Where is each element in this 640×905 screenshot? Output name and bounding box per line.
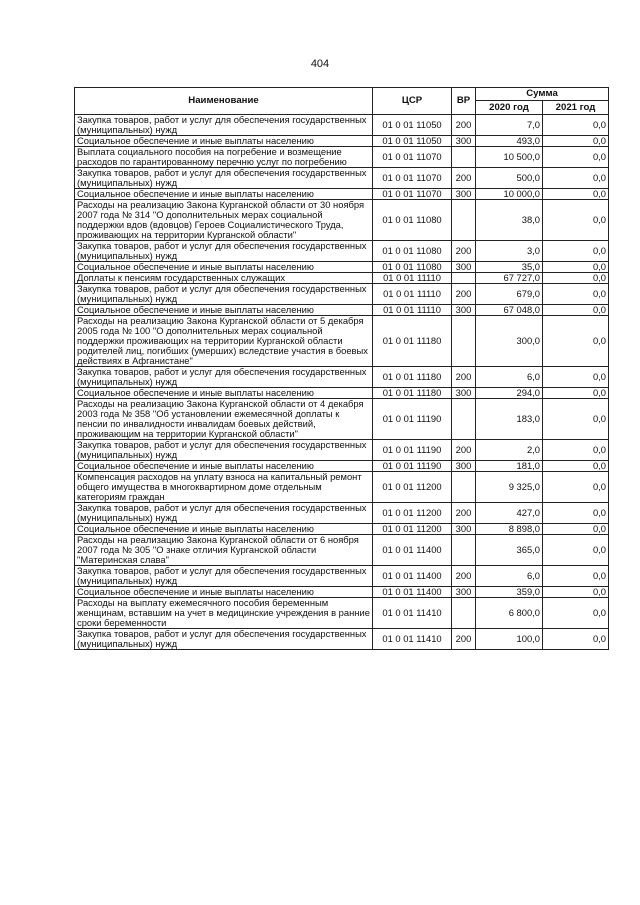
cell-name: Закупка товаров, работ и услуг для обеспечения государственных (муниципальных) нужд (75, 115, 373, 136)
table-row (75, 305, 609, 316)
cell-name: Расходы на реализацию Закона Курганской области от 6 ноября 2007 года № 305 "О знаке отличия Курганской области "Материнская слава" (75, 535, 373, 566)
cell-csr: 01 0 01 11080 (373, 200, 452, 241)
cell-vr: 300 (452, 587, 476, 598)
cell-vr: 200 (452, 503, 476, 524)
cell-y2021: 0,0 (543, 566, 609, 587)
cell-y2020: 427,0 (476, 503, 543, 524)
header-sum: Сумма (476, 88, 609, 101)
cell-csr: 01 0 01 11400 (373, 566, 452, 587)
cell-csr: 01 0 01 11180 (373, 388, 452, 399)
cell-y2020: 6,0 (476, 566, 543, 587)
cell-y2020: 500,0 (476, 168, 543, 189)
cell-name: Социальное обеспечение и иные выплаты населению (75, 262, 373, 273)
cell-name: Закупка товаров, работ и услуг для обеспечения государственных (муниципальных) нужд (75, 241, 373, 262)
cell-y2021: 0,0 (543, 472, 609, 503)
cell-vr: 300 (452, 305, 476, 316)
header-name: Наименование (75, 88, 373, 115)
cell-csr: 01 0 01 11190 (373, 461, 452, 472)
cell-name: Социальное обеспечение и иные выплаты населению (75, 461, 373, 472)
cell-name: Закупка товаров, работ и услуг для обеспечения государственных (муниципальных) нужд (75, 503, 373, 524)
table-row (75, 200, 609, 241)
cell-name: Социальное обеспечение и иные выплаты населению (75, 305, 373, 316)
cell-y2021: 0,0 (543, 305, 609, 316)
cell-vr: 200 (452, 168, 476, 189)
cell-y2020: 294,0 (476, 388, 543, 399)
cell-y2021: 0,0 (543, 388, 609, 399)
cell-y2021: 0,0 (543, 115, 609, 136)
cell-csr: 01 0 01 11200 (373, 472, 452, 503)
cell-vr (452, 273, 476, 284)
header-csr: ЦСР (373, 88, 452, 115)
cell-name: Закупка товаров, работ и услуг для обеспечения государственных (муниципальных) нужд (75, 566, 373, 587)
cell-name: Закупка товаров, работ и услуг для обеспечения государственных (муниципальных) нужд (75, 440, 373, 461)
cell-vr: 200 (452, 566, 476, 587)
table-row (75, 241, 609, 262)
table-row (75, 284, 609, 305)
table-row (75, 598, 609, 629)
cell-vr: 300 (452, 189, 476, 200)
cell-y2020: 300,0 (476, 316, 543, 367)
table-row (75, 461, 609, 472)
cell-csr: 01 0 01 11180 (373, 316, 452, 367)
table-row (75, 115, 609, 136)
cell-y2020: 6 800,0 (476, 598, 543, 629)
cell-y2021: 0,0 (543, 587, 609, 598)
cell-y2020: 7,0 (476, 115, 543, 136)
cell-name: Компенсация расходов на уплату взноса на капитальный ремонт общего имущества в многоквартирном доме отдельным категориям граждан (75, 472, 373, 503)
cell-name: Доплаты к пенсиям государственных служащих (75, 273, 373, 284)
header-year-2020: 2020 год (476, 101, 543, 115)
cell-name: Социальное обеспечение и иные выплаты населению (75, 587, 373, 598)
cell-y2020: 679,0 (476, 284, 543, 305)
cell-name: Социальное обеспечение и иные выплаты населению (75, 136, 373, 147)
cell-csr: 01 0 01 11110 (373, 305, 452, 316)
table-row (75, 524, 609, 535)
table-row (75, 147, 609, 168)
cell-csr: 01 0 01 11080 (373, 262, 452, 273)
cell-name: Закупка товаров, работ и услуг для обеспечения государственных (муниципальных) нужд (75, 168, 373, 189)
cell-y2021: 0,0 (543, 241, 609, 262)
table-body (75, 115, 609, 650)
cell-y2021: 0,0 (543, 461, 609, 472)
cell-y2021: 0,0 (543, 503, 609, 524)
cell-y2021: 0,0 (543, 535, 609, 566)
cell-csr: 01 0 01 11410 (373, 629, 452, 650)
table-row (75, 367, 609, 388)
cell-y2021: 0,0 (543, 147, 609, 168)
cell-vr: 300 (452, 262, 476, 273)
cell-y2021: 0,0 (543, 262, 609, 273)
table-header (75, 88, 609, 115)
table-row (75, 587, 609, 598)
cell-vr (452, 598, 476, 629)
table-row (75, 503, 609, 524)
cell-csr: 01 0 01 11080 (373, 241, 452, 262)
cell-csr: 01 0 01 11110 (373, 273, 452, 284)
cell-y2020: 10 000,0 (476, 189, 543, 200)
cell-y2020: 359,0 (476, 587, 543, 598)
cell-vr (452, 399, 476, 440)
cell-csr: 01 0 01 11070 (373, 147, 452, 168)
header-year-2021: 2021 год (543, 101, 609, 115)
table-row (75, 566, 609, 587)
cell-vr: 200 (452, 284, 476, 305)
cell-vr: 300 (452, 136, 476, 147)
cell-csr: 01 0 01 11200 (373, 524, 452, 535)
table-row (75, 189, 609, 200)
cell-y2020: 493,0 (476, 136, 543, 147)
cell-y2021: 0,0 (543, 367, 609, 388)
cell-y2020: 67 048,0 (476, 305, 543, 316)
cell-y2021: 0,0 (543, 168, 609, 189)
cell-y2020: 38,0 (476, 200, 543, 241)
cell-y2021: 0,0 (543, 284, 609, 305)
table-row (75, 399, 609, 440)
page-number: 404 (310, 58, 330, 70)
cell-csr: 01 0 01 11190 (373, 440, 452, 461)
table-row (75, 472, 609, 503)
table-row (75, 262, 609, 273)
cell-vr: 300 (452, 388, 476, 399)
cell-name: Социальное обеспечение и иные выплаты населению (75, 524, 373, 535)
cell-vr (452, 147, 476, 168)
cell-csr: 01 0 01 11050 (373, 115, 452, 136)
cell-vr: 300 (452, 524, 476, 535)
cell-name: Закупка товаров, работ и услуг для обеспечения государственных (муниципальных) нужд (75, 284, 373, 305)
table-row (75, 535, 609, 566)
cell-name: Расходы на реализацию Закона Курганской области от 30 ноября 2007 года № 314 "О дополнительных мерах социальной поддержки вдов (вдовцов) Героев Социалистического Труда, проживающих на территории Курганской области" (75, 200, 373, 241)
cell-y2020: 3,0 (476, 241, 543, 262)
cell-csr: 01 0 01 11110 (373, 284, 452, 305)
cell-y2021: 0,0 (543, 189, 609, 200)
cell-vr: 200 (452, 440, 476, 461)
cell-y2020: 2,0 (476, 440, 543, 461)
cell-y2021: 0,0 (543, 273, 609, 284)
cell-y2020: 183,0 (476, 399, 543, 440)
cell-csr: 01 0 01 11410 (373, 598, 452, 629)
cell-y2020: 35,0 (476, 262, 543, 273)
cell-vr: 200 (452, 629, 476, 650)
cell-name: Расходы на реализацию Закона Курганской области от 4 декабря 2003 года № 358 "Об установлении ежемесячной доплаты к пенсии по инвалидности инвалидам боевых действий, проживающим на территории Курганской области" (75, 399, 373, 440)
cell-vr (452, 535, 476, 566)
cell-csr: 01 0 01 11070 (373, 189, 452, 200)
cell-y2021: 0,0 (543, 316, 609, 367)
table-row (75, 273, 609, 284)
cell-vr (452, 200, 476, 241)
table-row (75, 168, 609, 189)
table-row (75, 316, 609, 367)
cell-name: Расходы на реализацию Закона Курганской области от 5 декабря 2005 года № 100 "О дополнительных мерах социальной поддержки проживающих на территории Курганской области родителей лиц, погибших (умерших) вследствие участия в боевых действиях в Афганистане" (75, 316, 373, 367)
cell-csr: 01 0 01 11180 (373, 367, 452, 388)
cell-y2021: 0,0 (543, 200, 609, 241)
cell-y2020: 6,0 (476, 367, 543, 388)
cell-y2020: 67 727,0 (476, 273, 543, 284)
cell-vr: 200 (452, 115, 476, 136)
cell-vr: 300 (452, 461, 476, 472)
cell-y2021: 0,0 (543, 136, 609, 147)
cell-csr: 01 0 01 11050 (373, 136, 452, 147)
cell-name: Закупка товаров, работ и услуг для обеспечения государственных (муниципальных) нужд (75, 367, 373, 388)
cell-csr: 01 0 01 11200 (373, 503, 452, 524)
cell-csr: 01 0 01 11400 (373, 535, 452, 566)
cell-y2020: 9 325,0 (476, 472, 543, 503)
cell-csr: 01 0 01 11190 (373, 399, 452, 440)
cell-name: Социальное обеспечение и иные выплаты населению (75, 189, 373, 200)
cell-y2020: 8 898,0 (476, 524, 543, 535)
cell-y2020: 181,0 (476, 461, 543, 472)
cell-vr: 200 (452, 367, 476, 388)
cell-y2020: 365,0 (476, 535, 543, 566)
cell-csr: 01 0 01 11400 (373, 587, 452, 598)
cell-vr (452, 316, 476, 367)
cell-y2020: 100,0 (476, 629, 543, 650)
cell-name: Расходы на выплату ежемесячного пособия беременным женщинам, вставшим на учет в медицинские учреждения в ранние сроки беременности (75, 598, 373, 629)
cell-name: Закупка товаров, работ и услуг для обеспечения государственных (муниципальных) нужд (75, 629, 373, 650)
cell-vr: 200 (452, 241, 476, 262)
table-row (75, 440, 609, 461)
cell-y2021: 0,0 (543, 629, 609, 650)
cell-name: Социальное обеспечение и иные выплаты населению (75, 388, 373, 399)
table-row (75, 136, 609, 147)
table-row (75, 388, 609, 399)
cell-name: Выплата социального пособия на погребение и возмещение расходов по гарантированному перечню услуг по погребению (75, 147, 373, 168)
cell-y2020: 10 500,0 (476, 147, 543, 168)
cell-y2021: 0,0 (543, 440, 609, 461)
cell-y2021: 0,0 (543, 598, 609, 629)
table-row (75, 629, 609, 650)
budget-table (74, 87, 609, 650)
header-vr: ВР (452, 88, 476, 115)
cell-y2021: 0,0 (543, 399, 609, 440)
cell-y2021: 0,0 (543, 524, 609, 535)
cell-vr (452, 472, 476, 503)
cell-csr: 01 0 01 11070 (373, 168, 452, 189)
